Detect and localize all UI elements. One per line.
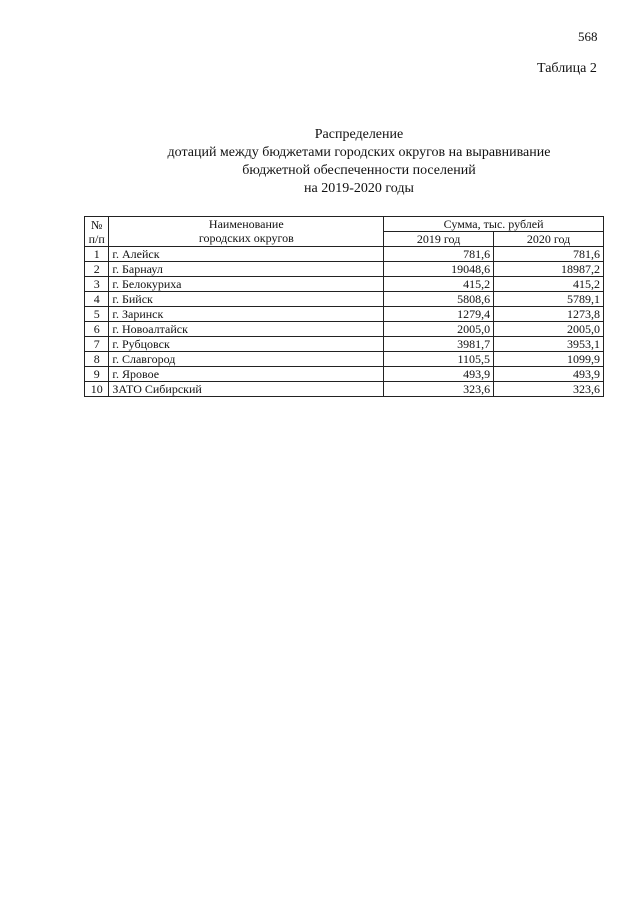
row-name: г. Яровое — [109, 367, 384, 382]
row-2020-value: 781,6 — [494, 247, 604, 262]
row-2019-value: 1279,4 — [384, 307, 494, 322]
page-number: 568 — [578, 29, 598, 44]
header-number-line-1: № — [90, 217, 103, 232]
table-row — [85, 262, 604, 277]
row-2019-value: 2005,0 — [384, 322, 494, 337]
table-row — [85, 382, 604, 397]
row-2019-value: 781,6 — [384, 247, 494, 262]
header-2020: 2020 год — [494, 232, 604, 247]
row-2020-value: 415,2 — [494, 277, 604, 292]
row-number: 7 — [85, 337, 109, 352]
row-2020-value: 1099,9 — [494, 352, 604, 367]
header-name-line-2: городских округов — [198, 231, 294, 245]
row-2020-value: 5789,1 — [494, 292, 604, 307]
table-header-row — [85, 217, 604, 232]
row-name: г. Бийск — [109, 292, 384, 307]
table-row — [85, 337, 604, 352]
header-number-line-2: п/п — [88, 231, 105, 246]
row-number: 3 — [85, 277, 109, 292]
row-2020-value: 18987,2 — [494, 262, 604, 277]
header-name-line-1: Наименование — [208, 217, 284, 231]
row-name: ЗАТО Сибирский — [109, 382, 384, 397]
table-row — [85, 307, 604, 322]
row-2019-value: 493,9 — [384, 367, 494, 382]
row-name: г. Новоалтайск — [109, 322, 384, 337]
subsidy-table — [84, 216, 604, 397]
row-2020-value: 2005,0 — [494, 322, 604, 337]
row-number: 6 — [85, 322, 109, 337]
row-2019-value: 19048,6 — [384, 262, 494, 277]
heading-line-4: на 2019-2020 годы — [304, 181, 414, 196]
row-name: г. Рубцовск — [109, 337, 384, 352]
table-label: Таблица 2 — [537, 61, 597, 76]
header-sum: Сумма, тыс. рублей — [384, 217, 604, 232]
table-row — [85, 292, 604, 307]
row-2020-value: 1273,8 — [494, 307, 604, 322]
row-2019-value: 3981,7 — [384, 337, 494, 352]
row-name: г. Белокуриха — [109, 277, 384, 292]
row-name: г. Заринск — [109, 307, 384, 322]
table-row — [85, 277, 604, 292]
row-name: г. Алейск — [109, 247, 384, 262]
row-name: г. Барнаул — [109, 262, 384, 277]
row-number: 5 — [85, 307, 109, 322]
table-row — [85, 322, 604, 337]
row-2019-value: 1105,5 — [384, 352, 494, 367]
row-2020-value: 323,6 — [494, 382, 604, 397]
row-2020-value: 3953,1 — [494, 337, 604, 352]
table-row — [85, 352, 604, 367]
row-2019-value: 415,2 — [384, 277, 494, 292]
row-2020-value: 493,9 — [494, 367, 604, 382]
document-heading — [0, 126, 640, 198]
header-2019: 2019 год — [384, 232, 494, 247]
row-number: 8 — [85, 352, 109, 367]
table-row — [85, 367, 604, 382]
row-name: г. Славгород — [109, 352, 384, 367]
header-number — [85, 217, 109, 247]
header-name — [109, 217, 384, 247]
row-number: 4 — [85, 292, 109, 307]
heading-line-2: дотаций между бюджетами городских округов на выравнивание — [167, 145, 551, 160]
row-2019-value: 5808,6 — [384, 292, 494, 307]
row-number: 2 — [85, 262, 109, 277]
heading-line-3: бюджетной обеспеченности поселений — [242, 163, 476, 178]
heading-line-1: Распределение — [314, 127, 404, 142]
row-2019-value: 323,6 — [384, 382, 494, 397]
table-row — [85, 247, 604, 262]
row-number: 1 — [85, 247, 109, 262]
row-number: 9 — [85, 367, 109, 382]
row-number: 10 — [85, 382, 109, 397]
